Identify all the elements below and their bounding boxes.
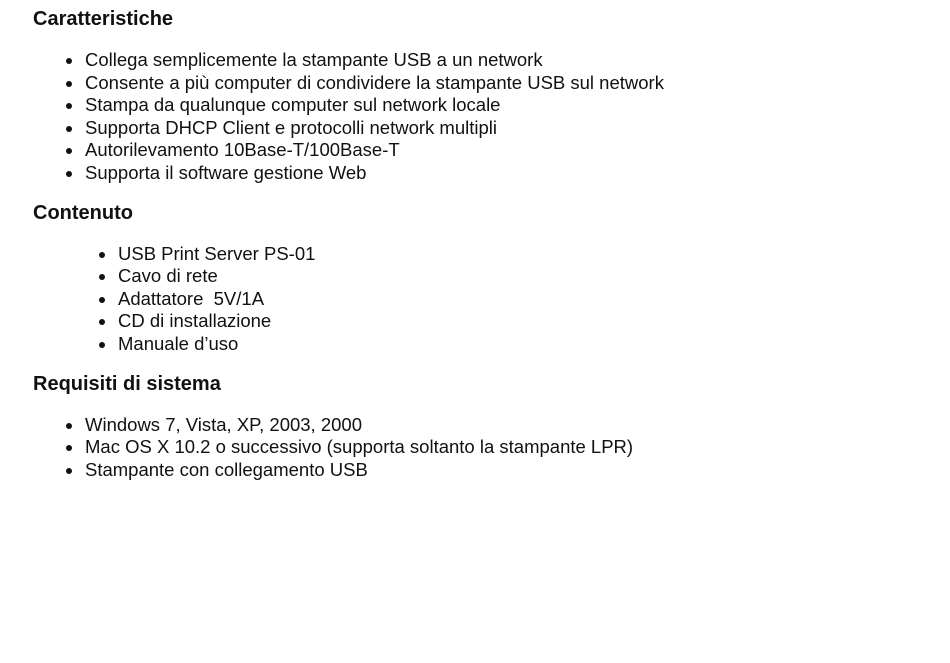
list-item: Windows 7, Vista, XP, 2003, 2000 xyxy=(33,414,933,437)
list-item: USB Print Server PS-01 xyxy=(33,243,933,266)
document-page xyxy=(33,6,933,481)
list-item: Cavo di rete xyxy=(33,265,933,288)
list-item: Autorilevamento 10Base-T/100Base-T xyxy=(33,139,933,162)
section-title-requirements: Requisiti di sistema xyxy=(33,372,221,395)
section-title-features: Caratteristiche xyxy=(33,8,174,30)
list-item: Collega semplicemente la stampante USB a un network xyxy=(33,49,933,72)
section-title-contents: Contenuto xyxy=(33,201,133,224)
features-list xyxy=(33,49,933,185)
list-item: Adattatore 5V/1A xyxy=(33,288,933,311)
list-item: Supporta il software gestione Web xyxy=(33,162,933,185)
requirements-list xyxy=(33,414,933,482)
contents-list xyxy=(33,243,933,356)
list-item: Stampante con collegamento USB xyxy=(33,459,933,482)
list-item: Stampa da qualunque computer sul network locale xyxy=(33,94,933,117)
list-item: Consente a più computer di condividere la stampante USB sul network xyxy=(33,72,933,95)
list-item: CD di installazione xyxy=(33,310,933,333)
list-item: Manuale d’uso xyxy=(33,333,933,356)
list-item: Mac OS X 10.2 o successivo (supporta soltanto la stampante LPR) xyxy=(33,436,933,459)
list-item: Supporta DHCP Client e protocolli network multipli xyxy=(33,117,933,140)
